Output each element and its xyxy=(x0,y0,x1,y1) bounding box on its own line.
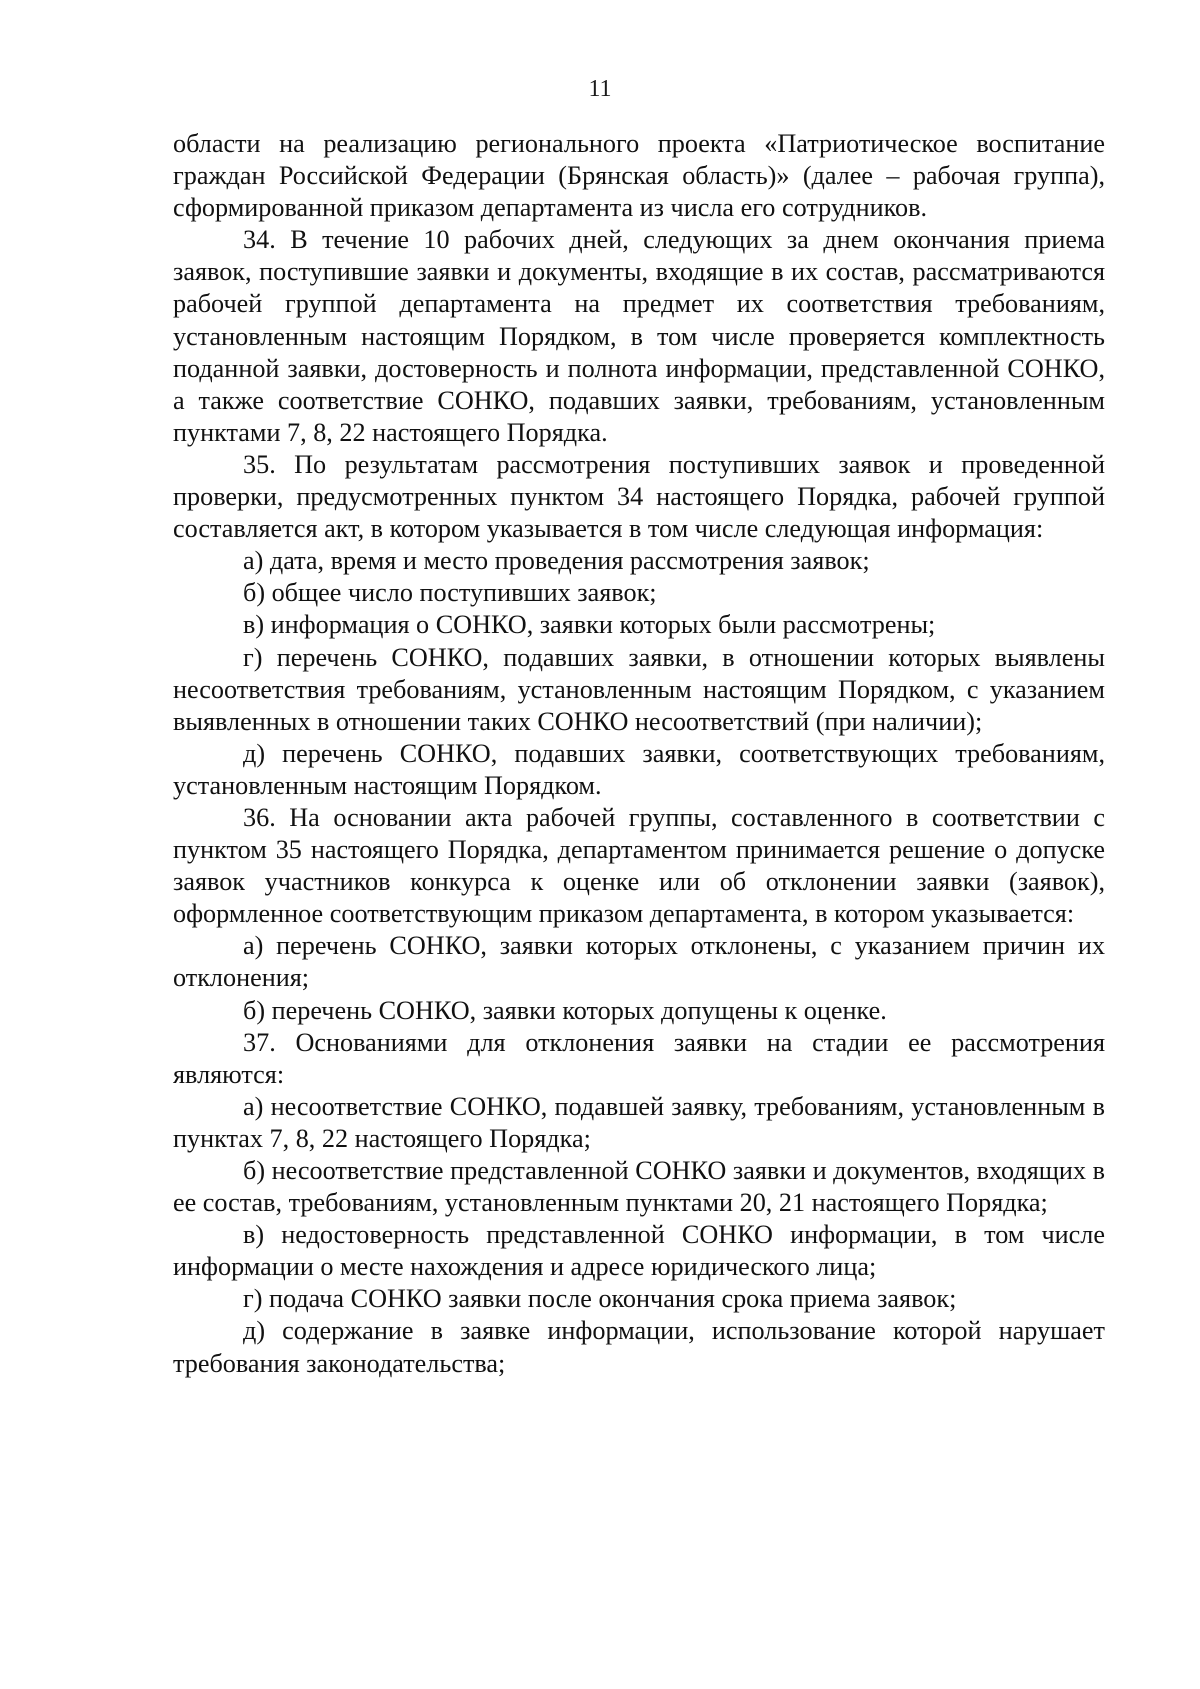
paragraph: 34. В течение 10 рабочих дней, следующих за днем окончания приема заявок, поступившие заявки и документы, входящие в их состав, рассматриваются рабочей группой департамента на предмет их соответствия требованиям, установленным настоящим Порядком, в том числе проверяется комплектность поданной заявки, достоверность и полнота информации, представленной СОНКО, а также соответствие СОНКО, подавших заявки, требованиям, установленным пунктами 7, 8, 22 настоящего Порядка. xyxy=(173,225,1105,447)
paragraph: 36. На основании акта рабочей группы, составленного в соответствии с пунктом 35 настоящего Порядка, департаментом принимается решение о допуске заявок участников конкурса к оценке или об отклонении заявки (заявок), оформленное соответствующим приказом департамента, в котором указывается: xyxy=(173,802,1105,929)
paragraph: г) подача СОНКО заявки после окончания срока приема заявок; xyxy=(243,1284,957,1314)
paragraph: а) несоответствие СОНКО, подавшей заявку, требованиям, установленным в пунктах 7, 8, 22 настоящего Порядка; xyxy=(173,1091,1105,1153)
paragraph: г) перечень СОНКО, подавших заявки, в отношении которых выявлены несоответствия требованиям, установленным настоящим Порядком, с указанием выявленных в отношении таких СОНКО несоответствий (при наличии); xyxy=(173,642,1105,736)
document-body xyxy=(173,128,1105,1380)
paragraph: д) перечень СОНКО, подавших заявки, соответствующих требованиям, установленным настоящим Порядком. xyxy=(173,738,1105,800)
paragraph: 35. По результатам рассмотрения поступивших заявок и проведенной проверки, предусмотренных пунктом 34 настоящего Порядка, рабочей группой составляется акт, в котором указывается в том числе следующая информация: xyxy=(173,449,1105,544)
paragraph: д) содержание в заявке информации, использование которой нарушает требования законодательства; xyxy=(173,1316,1105,1378)
paragraph: а) дата, время и место проведения рассмотрения заявок; xyxy=(243,546,870,576)
paragraph: 37. Основаниями для отклонения заявки на стадии ее рассмотрения являются: xyxy=(173,1027,1105,1089)
page-number: 11 xyxy=(588,76,612,102)
paragraph: б) общее число поступивших заявок; xyxy=(243,578,657,608)
paragraph: в) информация о СОНКО, заявки которых были рассмотрены; xyxy=(243,610,936,640)
paragraph: области на реализацию регионального проекта «Патриотическое воспитание граждан Российской Федерации (Брянская область)» (далее – рабочая группа), сформированной приказом департамента из числа его сотрудников. xyxy=(173,129,1105,223)
paragraph: в) недостоверность представленной СОНКО информации, в том числе информации о месте нахождения и адресе юридического лица; xyxy=(173,1220,1105,1282)
paragraph: а) перечень СОНКО, заявки которых отклонены, с указанием причин их отклонения; xyxy=(173,931,1105,993)
paragraph: б) несоответствие представленной СОНКО заявки и документов, входящих в ее состав, требованиям, установленным пунктами 20, 21 настоящего Порядка; xyxy=(173,1156,1105,1218)
paragraph: б) перечень СОНКО, заявки которых допущены к оценке. xyxy=(243,995,887,1025)
